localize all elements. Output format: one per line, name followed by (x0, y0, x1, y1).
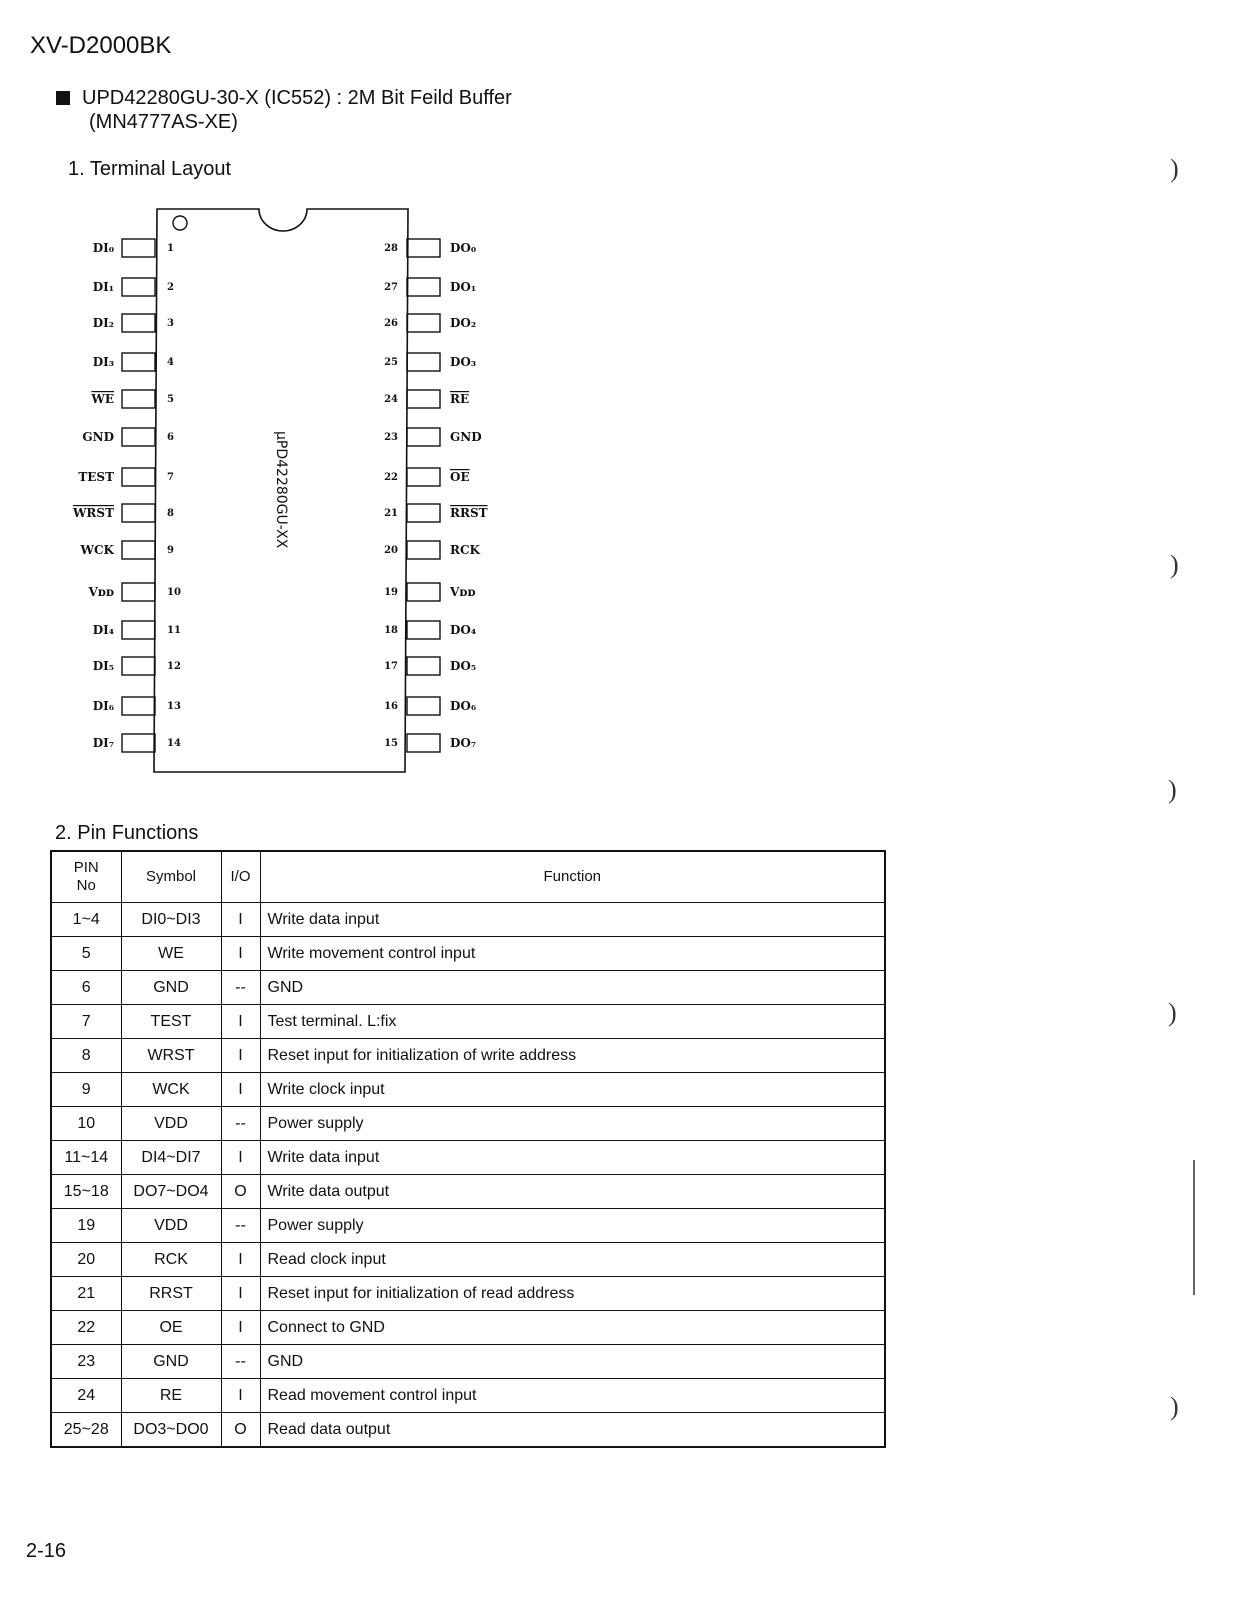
pin-lead (407, 314, 440, 332)
pin-lead (407, 697, 440, 715)
pin-lead (122, 239, 155, 257)
cell-pin-no: 24 (51, 1379, 121, 1413)
pin-number: 14 (167, 738, 181, 749)
cell-function: Connect to GND (260, 1311, 885, 1345)
pin-number: 15 (384, 738, 398, 749)
pin-21 (384, 504, 488, 522)
cell-io: I (221, 1005, 260, 1039)
pin-number: 10 (167, 587, 181, 598)
page-number: 2-16 (26, 1540, 67, 1562)
pin-functions-table (50, 850, 886, 1448)
pin-name: WRST (72, 506, 114, 520)
pin-23 (384, 428, 482, 446)
cell-function: Read movement control input (260, 1379, 885, 1413)
cell-symbol: DO3~DO0 (121, 1413, 221, 1448)
pin-name: DO₇ (450, 736, 477, 750)
pin-22 (384, 468, 470, 486)
pin-name: DO₂ (450, 316, 477, 330)
pin-number: 9 (167, 545, 174, 556)
cell-io: O (221, 1175, 260, 1209)
cell-io: I (221, 937, 260, 971)
pin-number: 23 (384, 432, 398, 443)
cell-symbol: WCK (121, 1073, 221, 1107)
cell-function: GND (260, 1345, 885, 1379)
pin-name: DI₃ (92, 355, 114, 369)
margin-binding-mark: ) (1170, 550, 1179, 579)
left-pin-column (72, 239, 181, 752)
pin-4 (93, 353, 174, 371)
pin-functions-table-body (51, 903, 885, 1448)
pin-name: DI₄ (92, 623, 114, 637)
scan-edge-line (1193, 1160, 1195, 1295)
table-row (51, 1107, 885, 1141)
cell-symbol: GND (121, 971, 221, 1005)
pin-lead (407, 657, 440, 675)
cell-function: Write movement control input (260, 937, 885, 971)
pin-25 (384, 353, 476, 371)
pin-name: DI₂ (92, 316, 114, 330)
cell-symbol: TEST (121, 1005, 221, 1039)
pin-name: DO₅ (450, 659, 477, 673)
pin-name: DI₀ (92, 241, 114, 255)
table-row (51, 1141, 885, 1175)
pin-lead (122, 734, 155, 752)
pin-name: TEST (78, 470, 114, 484)
cell-pin-no: 10 (51, 1107, 121, 1141)
pin1-marker-icon (173, 216, 187, 230)
pin-name: DI₅ (92, 659, 114, 673)
pin-lead (122, 504, 155, 522)
cell-symbol: DO7~DO4 (121, 1175, 221, 1209)
cell-pin-no: 23 (51, 1345, 121, 1379)
pin-lead (407, 428, 440, 446)
pin-2 (93, 278, 174, 296)
cell-io: I (221, 903, 260, 937)
margin-binding-mark: ) (1168, 775, 1177, 804)
cell-pin-no: 8 (51, 1039, 121, 1073)
cell-function: Write data input (260, 1141, 885, 1175)
header-pin-no: PIN No (51, 851, 121, 903)
pin-number: 24 (384, 394, 398, 405)
cell-io: I (221, 1277, 260, 1311)
table-row (51, 1345, 885, 1379)
pin-lead (407, 541, 440, 559)
pin-lead (122, 621, 155, 639)
table-row (51, 1311, 885, 1345)
pin-lead (122, 314, 155, 332)
pin-lead (122, 657, 155, 675)
header-symbol: Symbol (121, 851, 221, 903)
pin-1 (93, 239, 174, 257)
cell-function: Read data output (260, 1413, 885, 1448)
pin-number: 5 (167, 394, 174, 405)
pin-number: 20 (384, 545, 398, 556)
margin-binding-mark: ) (1168, 998, 1177, 1027)
pin-28 (384, 239, 476, 257)
pin-number: 16 (384, 701, 398, 712)
pin-12 (93, 657, 181, 675)
pin-lead (407, 504, 440, 522)
pin-name: DO₁ (450, 280, 477, 294)
ic-heading-alt-part: (MN4777AS-XE) (89, 111, 238, 133)
cell-symbol: RCK (121, 1243, 221, 1277)
cell-io: I (221, 1039, 260, 1073)
cell-symbol: WRST (121, 1039, 221, 1073)
pin-3 (93, 314, 174, 332)
pin-name: RCK (450, 543, 480, 557)
table-row (51, 1039, 885, 1073)
cell-io: I (221, 1311, 260, 1345)
pin-name: GND (82, 430, 114, 444)
table-row (51, 1175, 885, 1209)
cell-io: -- (221, 1345, 260, 1379)
cell-function: Reset input for initialization of read address (260, 1277, 885, 1311)
table-header-row (51, 851, 885, 903)
pin-11 (93, 621, 181, 639)
cell-io: O (221, 1413, 260, 1448)
pin-15 (384, 734, 476, 752)
pin-lead (122, 541, 155, 559)
section-title-terminal-layout: 1. Terminal Layout (68, 158, 232, 180)
pin-number: 22 (384, 472, 398, 483)
cell-pin-no: 7 (51, 1005, 121, 1039)
pin-number: 11 (167, 625, 181, 636)
pin-lead (122, 697, 155, 715)
cell-symbol: DI4~DI7 (121, 1141, 221, 1175)
pin-lead (407, 621, 440, 639)
cell-io: -- (221, 971, 260, 1005)
table-row (51, 1073, 885, 1107)
pin-lead (122, 583, 155, 601)
pin-13 (93, 697, 181, 715)
header-io: I/O (221, 851, 260, 903)
table-row (51, 1209, 885, 1243)
ic-heading: UPD42280GU-30-X (IC552) : 2M Bit Feild Buffer (82, 87, 512, 109)
cell-io: -- (221, 1107, 260, 1141)
table-row (51, 1379, 885, 1413)
document-model-title: XV-D2000BK (30, 32, 172, 59)
section-title-pin-functions: 2. Pin Functions (55, 822, 199, 844)
cell-symbol: DI0~DI3 (121, 903, 221, 937)
table-row (51, 937, 885, 971)
pin-number: 13 (167, 701, 181, 712)
pin-24 (384, 390, 469, 408)
cell-function: Power supply (260, 1209, 885, 1243)
chip-part-label: μPD42280GU-XX (273, 431, 289, 549)
pin-number: 2 (167, 282, 174, 293)
pin-name: DO₆ (450, 699, 477, 713)
cell-function: GND (260, 971, 885, 1005)
pin-name: GND (450, 430, 482, 444)
pin-name: DI₇ (92, 736, 114, 750)
table-row (51, 1243, 885, 1277)
pin-name: DI₁ (92, 280, 114, 294)
pin-name: Vᴅᴅ (450, 585, 476, 599)
pin-number: 4 (167, 357, 174, 368)
pin-name: OE (450, 470, 470, 484)
cell-symbol: OE (121, 1311, 221, 1345)
pin-18 (384, 621, 476, 639)
table-row (51, 1277, 885, 1311)
cell-io: I (221, 1243, 260, 1277)
cell-pin-no: 25~28 (51, 1413, 121, 1448)
cell-symbol: VDD (121, 1107, 221, 1141)
pin-number: 27 (384, 282, 398, 293)
cell-function: Write data input (260, 903, 885, 937)
chip-package (154, 209, 408, 772)
pin-number: 19 (384, 587, 398, 598)
pin-lead (122, 278, 155, 296)
pin-27 (384, 278, 476, 296)
cell-function: Test terminal. L:fix (260, 1005, 885, 1039)
pin-lead (407, 353, 440, 371)
pin-number: 21 (384, 508, 398, 519)
cell-symbol: WE (121, 937, 221, 971)
pin-17 (384, 657, 476, 675)
pin-8 (72, 504, 174, 522)
cell-io: I (221, 1141, 260, 1175)
pin-16 (384, 697, 476, 715)
pin-number: 17 (384, 661, 398, 672)
pin-name: DO₀ (450, 241, 477, 255)
pin-lead (407, 239, 440, 257)
pin-lead (407, 468, 440, 486)
pin-lead (407, 734, 440, 752)
pin-19 (384, 583, 475, 601)
cell-io: I (221, 1379, 260, 1413)
cell-pin-no: 5 (51, 937, 121, 971)
pin-6 (82, 428, 174, 446)
cell-pin-no: 1~4 (51, 903, 121, 937)
margin-binding-mark: ) (1170, 154, 1179, 183)
cell-pin-no: 20 (51, 1243, 121, 1277)
cell-io: I (221, 1073, 260, 1107)
cell-pin-no: 6 (51, 971, 121, 1005)
cell-symbol: VDD (121, 1209, 221, 1243)
cell-pin-no: 9 (51, 1073, 121, 1107)
cell-function: Write data output (260, 1175, 885, 1209)
cell-function: Read clock input (260, 1243, 885, 1277)
margin-binding-mark: ) (1170, 1392, 1179, 1421)
pin-lead (122, 468, 155, 486)
pin-9 (80, 541, 174, 559)
cell-function: Power supply (260, 1107, 885, 1141)
pin-name: DO₄ (450, 623, 477, 637)
header-function: Function (260, 851, 885, 903)
pin-name: RRST (450, 506, 488, 520)
cell-symbol: RRST (121, 1277, 221, 1311)
cell-pin-no: 15~18 (51, 1175, 121, 1209)
pin-10 (87, 583, 180, 601)
table-row (51, 1005, 885, 1039)
pin-name: Vᴅᴅ (88, 585, 114, 599)
cell-pin-no: 22 (51, 1311, 121, 1345)
cell-symbol: GND (121, 1345, 221, 1379)
cell-pin-no: 21 (51, 1277, 121, 1311)
pin-number: 8 (167, 508, 174, 519)
pin-name: WE (91, 392, 114, 406)
pin-lead (407, 278, 440, 296)
cell-io: -- (221, 1209, 260, 1243)
pin-number: 26 (384, 318, 398, 329)
cell-symbol: RE (121, 1379, 221, 1413)
pin-lead (407, 390, 440, 408)
table-row (51, 1413, 885, 1448)
pin-number: 3 (167, 318, 174, 329)
right-pin-column (384, 239, 488, 752)
pin-number: 18 (384, 625, 398, 636)
cell-pin-no: 11~14 (51, 1141, 121, 1175)
pin-7 (78, 468, 174, 486)
pin-lead (122, 390, 155, 408)
cell-function: Reset input for initialization of write address (260, 1039, 885, 1073)
table-row (51, 903, 885, 937)
pin-lead (407, 583, 440, 601)
cell-function: Write clock input (260, 1073, 885, 1107)
cell-pin-no: 19 (51, 1209, 121, 1243)
pin-number: 12 (167, 661, 181, 672)
pin-26 (384, 314, 476, 332)
pin-number: 28 (384, 243, 398, 254)
pin-number: 25 (384, 357, 398, 368)
pin-name: DI₆ (92, 699, 114, 713)
pin-5 (90, 390, 174, 408)
pin-number: 6 (167, 432, 174, 443)
pin-name: RE (450, 392, 470, 406)
pin-name: WCK (80, 543, 114, 557)
pin-14 (93, 734, 181, 752)
pin-name: DO₃ (450, 355, 477, 369)
pin-lead (122, 428, 155, 446)
pin-lead (122, 353, 155, 371)
pin-20 (384, 541, 480, 559)
pin-number: 7 (167, 472, 174, 483)
table-row (51, 971, 885, 1005)
pin-number: 1 (167, 243, 174, 254)
